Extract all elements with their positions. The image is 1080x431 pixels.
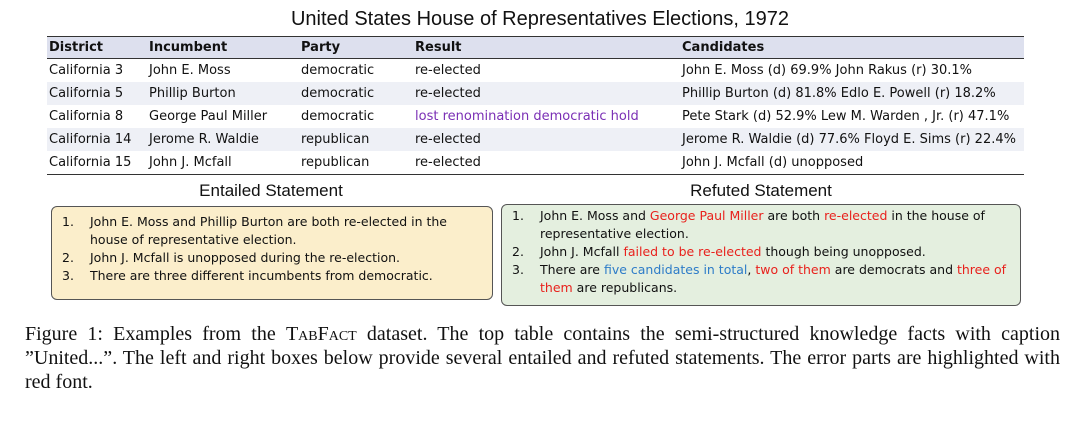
table-row xyxy=(47,105,1024,128)
text-part: There are xyxy=(540,262,604,277)
header-district: District xyxy=(49,40,103,55)
error-part: George Paul Miller xyxy=(649,208,764,223)
cell-result: re-elected xyxy=(415,86,481,101)
cell-district: California 3 xyxy=(49,63,124,78)
cell-candidates: John E. Moss (d) 69.9% John Rakus (r) 30.1% xyxy=(682,63,972,78)
cell-district: California 8 xyxy=(49,109,124,124)
cell-district: California 14 xyxy=(49,132,132,147)
cell-party: democratic xyxy=(301,109,375,124)
item-text: John E. Moss and Phillip Burton are both re-elected in the house of representative election. xyxy=(90,214,448,247)
list-item xyxy=(512,243,1010,261)
table-row xyxy=(47,128,1024,151)
cell-party: republican xyxy=(301,132,370,147)
highlight-part: five candidates in total xyxy=(603,262,748,277)
text-part: in the house of representative election. xyxy=(540,208,985,241)
table-row xyxy=(47,151,1024,175)
error-part: two of them xyxy=(755,262,831,277)
item-number: 2. xyxy=(62,250,74,265)
text-part: , xyxy=(747,262,756,277)
item-text xyxy=(540,243,926,261)
error-part: failed to be re-elected xyxy=(623,244,762,259)
item-text xyxy=(540,207,1010,243)
entailed-heading: Entailed Statement xyxy=(199,181,343,200)
cell-result: re-elected xyxy=(415,63,481,78)
cell-result-highlighted: lost renomination democratic hold xyxy=(415,109,639,124)
list-item xyxy=(512,261,1010,297)
cell-result: re-elected xyxy=(415,155,481,170)
list-item xyxy=(62,267,482,285)
figure-caption xyxy=(25,322,1060,394)
item-text: There are three different incumbents from democratic. xyxy=(90,268,433,283)
list-item xyxy=(62,249,482,267)
refuted-heading: Refuted Statement xyxy=(690,181,832,200)
text-part: are both xyxy=(763,208,825,223)
caption-prefix: Figure 1: Examples from the xyxy=(25,323,286,345)
error-part: three of them xyxy=(540,262,1007,295)
text-part: John J. Mcfall xyxy=(540,244,624,259)
dataset-name: TabFact xyxy=(285,323,357,345)
cell-district: California 5 xyxy=(49,86,124,101)
table-header-row xyxy=(47,37,1024,59)
text-part: John E. Moss and xyxy=(540,208,650,223)
cell-incumbent: John J. Mcfall xyxy=(149,155,232,170)
cell-party: republican xyxy=(301,155,370,170)
cell-district: California 15 xyxy=(49,155,132,170)
cell-party: democratic xyxy=(301,63,375,78)
header-incumbent: Incumbent xyxy=(149,40,228,55)
entailed-box xyxy=(51,206,493,300)
text-part: are democrats and xyxy=(830,262,957,277)
cell-candidates: Jerome R. Waldie (d) 77.6% Floyd E. Sims (r) 22.4% xyxy=(682,132,1016,147)
item-number: 1. xyxy=(62,214,74,229)
list-item xyxy=(512,207,1010,243)
header-candidates: Candidates xyxy=(682,40,765,55)
item-text: John J. Mcfall is unopposed during the re-election. xyxy=(90,250,400,265)
table-row xyxy=(47,82,1024,105)
table-row xyxy=(47,59,1024,83)
cell-incumbent: Phillip Burton xyxy=(149,86,236,101)
cell-candidates: John J. Mcfall (d) unopposed xyxy=(682,155,864,170)
cell-incumbent: John E. Moss xyxy=(149,63,231,78)
refuted-box xyxy=(501,204,1021,306)
cell-candidates: Pete Stark (d) 52.9% Lew M. Warden , Jr. (r) 47.1% xyxy=(682,109,1010,124)
header-party: Party xyxy=(301,40,341,55)
cell-candidates: Phillip Burton (d) 81.8% Edlo E. Powell (r) 18.2% xyxy=(682,86,996,101)
table-title: United States House of Representatives Elections, 1972 xyxy=(290,8,790,30)
elections-table xyxy=(47,36,1024,175)
error-part: re-elected xyxy=(824,208,888,223)
list-item xyxy=(62,213,482,249)
cell-incumbent: Jerome R. Waldie xyxy=(149,132,259,147)
item-text xyxy=(540,261,1010,297)
header-result: Result xyxy=(415,40,462,55)
cell-party: democratic xyxy=(301,86,375,101)
cell-incumbent: George Paul Miller xyxy=(149,109,268,124)
item-number: 2. xyxy=(512,244,524,259)
item-number: 3. xyxy=(512,262,524,277)
text-part: though being unopposed. xyxy=(761,244,926,259)
cell-result: re-elected xyxy=(415,132,481,147)
text-part: are republicans. xyxy=(572,280,678,295)
caption-suffix: dataset. The top table contains the semi-structured knowledge facts with caption ”United...”. The left and right boxes below provide several entailed and refuted statements. The error parts are highlighted with red font. xyxy=(25,323,1060,393)
item-number: 1. xyxy=(512,208,524,223)
item-number: 3. xyxy=(62,268,74,283)
